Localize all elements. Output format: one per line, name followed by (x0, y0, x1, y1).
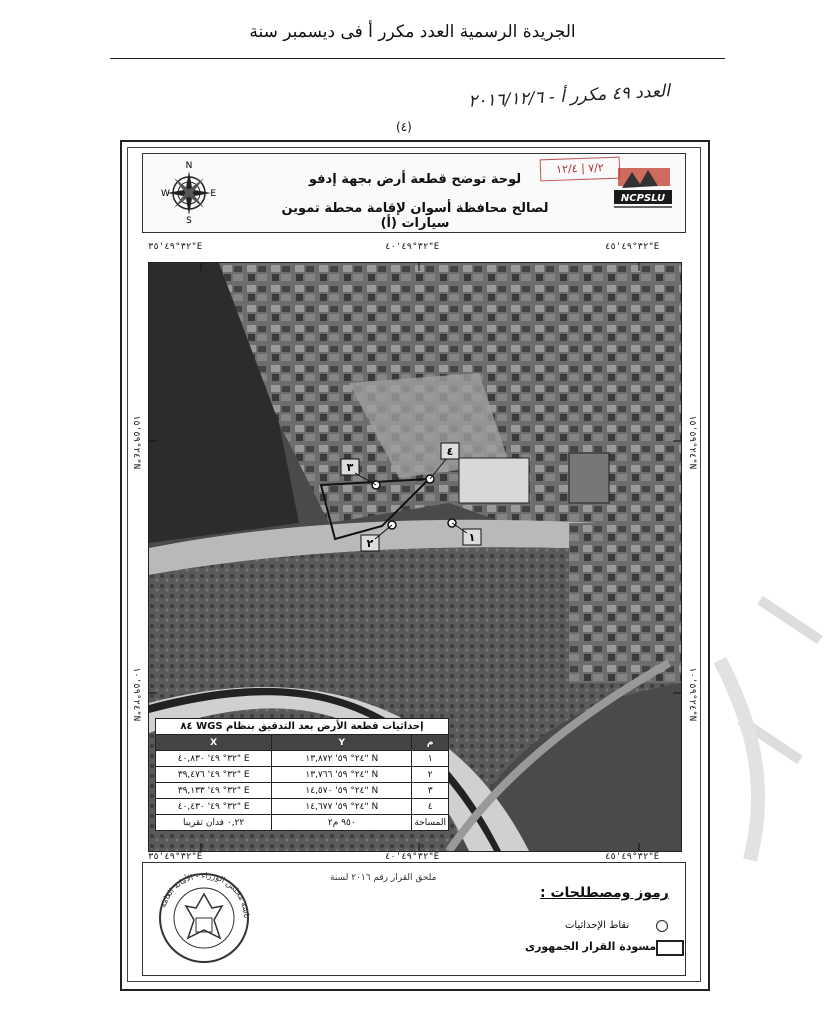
grid-label-bottom-2: ٣٢°٤٩'٤٠"E (385, 852, 440, 862)
cell-y: ٢٤° ٥٩' ١٤,٦٧٧" N (272, 799, 412, 815)
red-stamp: ٧/٢ | ١٢/٤ (540, 157, 621, 182)
map-title-line2: لصالح محافظة أسوان لإقامة محطة تموين سيارات (أ) (281, 201, 549, 231)
scan-watermark (600, 300, 825, 1000)
grid-label-right-2: ٢٤°٥٩'١٠"N (687, 667, 697, 722)
cell-num: ٤ (412, 799, 449, 815)
coordinates-table (155, 718, 449, 831)
cell-num: ٣ (412, 783, 449, 799)
map-point-label-1: ١ (468, 531, 476, 544)
table-caption: إحداثيات قطعة الأرض بعد التدقيق بنظام WGS ٨٤ (156, 719, 449, 735)
grid-label-top-3: ٣٢°٤٩'٤٥"E (605, 242, 660, 252)
header-rule (110, 58, 725, 59)
table-row (156, 783, 449, 799)
cell-y: ٢٤° ٥٩' ١٣,٨٧٢" N (272, 751, 412, 767)
col-header-x: X (156, 735, 272, 751)
area-feddan: ٠,٢٢ فدان تقريبا (156, 815, 272, 831)
cell-y: ٢٤° ٥٩' ١٣,٧٦٦" N (272, 767, 412, 783)
map-point-label-3: ٣ (346, 461, 354, 474)
area-label: المساحة (412, 815, 449, 831)
table-row (156, 751, 449, 767)
map-title-line1: لوحة توضح قطعة أرض بجهة إدفو (308, 172, 522, 187)
grid-label-bottom-1: ٣٢°٤٩'٣٥"E (148, 852, 203, 862)
government-seal (150, 868, 258, 968)
map-point-label-4: ٤ (446, 445, 454, 458)
cell-x: ٣٢° ٤٩' ٤٠,٨٣٠" E (156, 751, 272, 767)
cell-x: ٣٢° ٤٩' ٤٠,٤٣٠" E (156, 799, 272, 815)
compass-n: N (185, 161, 193, 171)
legend-item-points: نقاط الإحداثيات (565, 920, 630, 931)
grid-label-right-1: ٢٤°٥٩'١٥"N (687, 415, 697, 470)
legend-item-decree: مسودة القرار الجمهورى (525, 940, 657, 953)
grid-label-left-2: ٢٤°٥٩'١٠"N (131, 667, 141, 722)
table-row (156, 767, 449, 783)
page-number: (٤) (396, 120, 412, 134)
col-header-num: م (412, 735, 449, 751)
annex-note: ملحق القرار رقم ٢٠١٦ لسنة (330, 873, 437, 883)
gazette-header: الجريدة الرسمية العدد مكرر أ فى ديسمبر سنة (249, 22, 576, 42)
cell-num: ٢ (412, 767, 449, 783)
compass-w: W (161, 189, 170, 199)
grid-label-left-1: ٢٤°٥٩'١٥"N (131, 415, 141, 470)
table-row (156, 799, 449, 815)
handwritten-note: العدد ٤٩ مكرر أ - ٢٠١٦/١٢/٦ (467, 81, 671, 112)
logo-text: NCPSLU (620, 193, 666, 204)
grid-label-top-2: ٣٢°٤٩'٤٠"E (385, 242, 440, 252)
area-row (156, 815, 449, 831)
cell-x: ٣٢° ٤٩' ٣٩,٤٧٦" E (156, 767, 272, 783)
area-m2: ٩٥٠ م٢ (272, 815, 412, 831)
compass-s: S (186, 216, 192, 224)
grid-label-bottom-3: ٣٢°٤٩'٤٥"E (605, 852, 660, 862)
col-header-y: Y (272, 735, 412, 751)
table-header-row (156, 735, 449, 751)
compass-e: E (210, 189, 216, 199)
legend-title: رموز ومصطلحات : (540, 885, 669, 901)
grid-label-top-1: ٣٢°٤٩'٣٥"E (148, 242, 203, 252)
cell-x: ٣٢° ٤٩' ٣٩,١٣٣" E (156, 783, 272, 799)
seal-text: ئاسة مجلس الوزراء - الأمانة العامة (158, 870, 252, 919)
compass-rose-icon (160, 158, 218, 224)
cell-y: ٢٤° ٥٩' ١٤,٥٧٠" N (272, 783, 412, 799)
map-point-label-2: ٢ (366, 537, 374, 550)
ncpslu-logo (610, 166, 674, 212)
cell-num: ١ (412, 751, 449, 767)
